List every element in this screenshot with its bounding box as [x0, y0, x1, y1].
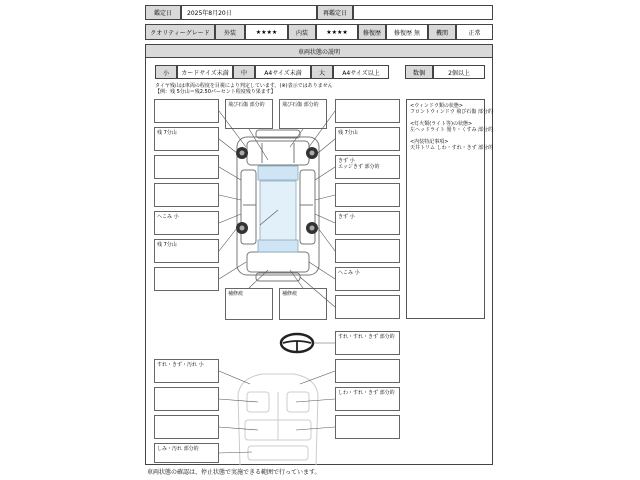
damage-box-left-6: 残 7分山: [154, 239, 219, 263]
tire-note-line1: タイヤ残山は車両の程度を目視により判定しています。(※)表示ではありません: [155, 83, 333, 89]
appraisal-date-label: 鑑定日: [145, 5, 181, 20]
damage-box-right-5: きず 小: [335, 211, 400, 235]
size-large-label: 大: [311, 65, 333, 79]
interior-label: 内装: [288, 24, 316, 40]
quality-grade-label: クオリティーグレード: [145, 24, 215, 40]
engine-value: 正常: [456, 24, 493, 40]
window-condition-title: <ウィンドウ類の状態>: [410, 103, 464, 109]
interior-box-steering: すれ・すれ・きず 部分的: [335, 331, 400, 355]
damage-box-front-left: 飛び石傷 部分的: [225, 99, 273, 129]
footer-note: 車両状態の確認は、停止状態で実施できる範囲で行っています。: [147, 469, 321, 476]
size-small-desc: カードサイズ未満: [177, 65, 233, 79]
exterior-label: 外装: [215, 24, 245, 40]
interior-notes-value: 天井トリム しわ・すれ・きず 部分的: [410, 145, 494, 151]
damage-box-right-3: きず 小 エッジきず 部分的: [335, 155, 400, 179]
damage-box-left-5: へこみ 小: [154, 211, 219, 235]
interior-box-left-4: しみ・汚れ 部分的: [154, 443, 219, 463]
interior-stars: ★★★★: [316, 24, 358, 40]
damage-box-right-7: へこみ 小: [335, 267, 400, 291]
damage-box-rear-right: 補修痕: [279, 288, 327, 320]
light-condition-value: 左ヘッドライト 曇り・くすみ 部分的: [410, 127, 494, 133]
size-medium-label: 中: [233, 65, 255, 79]
light-condition-title: <灯火類(ライト等)の状態>: [410, 121, 473, 127]
size-medium-desc: A4サイズ未満: [255, 65, 311, 79]
size-small-label: 小: [155, 65, 177, 79]
interior-notes-title: <内装特記事項>: [410, 139, 449, 145]
count-value: 2個以上: [433, 65, 485, 79]
damage-box-right-2: 残 7分山: [335, 127, 400, 151]
reappraisal-date-label: 再鑑定日: [317, 5, 353, 20]
repair-history-label: 修復歴: [358, 24, 386, 40]
exterior-stars: ★★★★: [245, 24, 288, 40]
damage-box-rear-left: 補修痕: [225, 288, 273, 320]
interior-box-right-2: しわ・すれ・きず 部分的: [335, 387, 400, 411]
count-label: 数個: [405, 65, 433, 79]
tire-note-line2: 【例：残 5分山＝残2.50パーセント程度残り果ます】: [155, 89, 276, 95]
engine-label: 機関: [428, 24, 456, 40]
size-large-desc: A4サイズ以上: [333, 65, 389, 79]
repair-history-value: 修復歴 無: [386, 24, 428, 40]
appraisal-date-value: 2025年8月20日: [181, 5, 317, 20]
section-title: 車両状態の説明: [145, 44, 493, 58]
interior-box-left-1: すれ・きず・汚れ 小: [154, 359, 219, 383]
damage-box-left-2: 残 7分山: [154, 127, 219, 151]
window-condition-value: フロントウィンドウ 飛び石傷 部分的: [410, 109, 493, 115]
damage-box-front-right: 飛び石傷 部分的: [279, 99, 327, 129]
